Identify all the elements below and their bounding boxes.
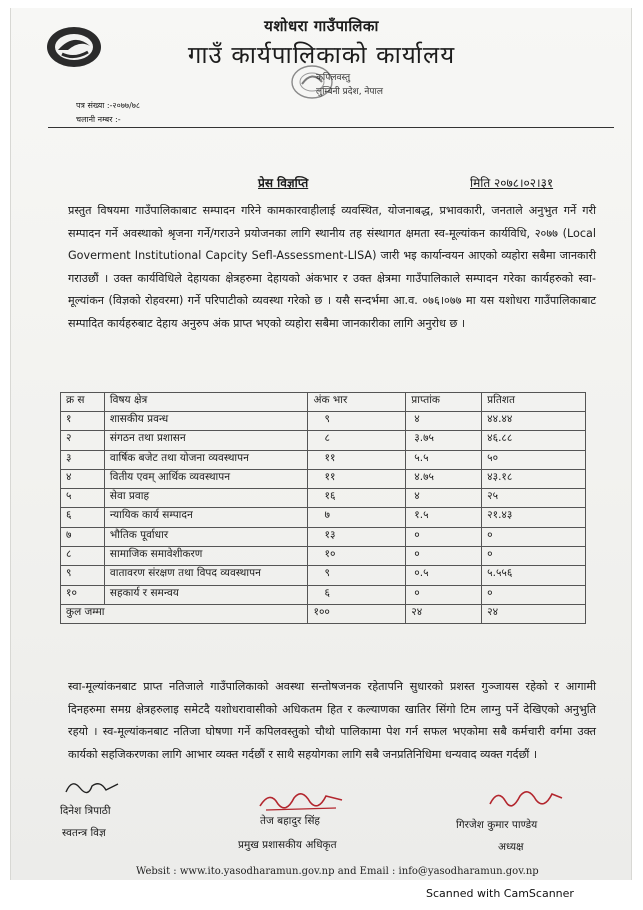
total-percentage: २४: [482, 604, 586, 623]
signature-center-icon: [256, 786, 346, 816]
signatory-left-name: दिनेश त्रिपाठी: [60, 805, 111, 817]
signatory-left-role: स्वतन्त्र विज्ञ: [62, 827, 106, 839]
press-release-title: प्रेस विज्ञप्ति: [258, 176, 309, 190]
footer-contact: Websit : www.ito.yasodharamun.gov.np and Email : info@yasodharamun.gov.np: [136, 866, 539, 877]
row-full-marks: ११: [308, 450, 406, 469]
row-area: संगठन तथा प्रशासन: [104, 431, 308, 450]
row-percentage: ४६.८८: [482, 431, 586, 450]
row-full-marks: ६: [308, 585, 406, 604]
table-row: [61, 469, 586, 488]
row-obtained: ०: [406, 547, 482, 566]
row-area: सेवा प्रवाह: [104, 489, 308, 508]
table-row: [61, 450, 586, 469]
table-row: [61, 566, 586, 585]
total-label: कुल जम्मा: [61, 604, 308, 623]
row-obtained: ०.५: [406, 566, 482, 585]
row-obtained: ०: [406, 585, 482, 604]
row-percentage: ०: [482, 547, 586, 566]
row-percentage: ५.५५६: [482, 566, 586, 585]
header-serial: क्र स: [61, 393, 105, 412]
table-row: [61, 489, 586, 508]
intro-paragraph: प्रस्तुत विषयमा गाउँपालिकाबाट सम्पादन गरिने कामकारवाहीलाई व्यवस्थित, योजनाबद्ध, प्रभावकारी, जनताले अनुभुत गर्ने गरी सम्पादन गर्ने अवस्थाको श्रृजना गर्ने/गराउने प्रयोजनका लागि स्थानीय तह संस्थागत क्षमता स्व-मूल्यांकन कार्यविधि, २०७७ (Local Goverment Institutional Capcity Sefl-Assessment-LISA) जारी भइ कार्यान्वयन आएको व्यहोरा सबैमा जानकारी गराउछौं । उक्त कार्यविधिले देहायका क्षेत्रहरुमा देहायको अंकभार र उक्त क्षेत्रमा गाउँपालिकाले सम्पादन गरेका कार्यहरुको स्वा-मूल्यांकन (विज्ञको रोहवरमा) गर्ने परिपाटीको व्यवस्था गरेको छ । यसै सन्दर्भमा आ.व. ०७६।०७७ मा यस यशोधरा गाउँपालिकाबाट सम्पादित कार्यहरुबाट देहाय अनुरुप अंक प्राप्त भएको व्यहोरा सबैमा जानकारीका लागि अनुरोध छ ।: [68, 204, 596, 330]
table-header-row: [61, 393, 586, 412]
table-row: [61, 412, 586, 431]
row-full-marks: ११: [308, 469, 406, 488]
header-full-marks: अंक भार: [308, 393, 406, 412]
row-serial: ७: [61, 527, 105, 546]
signature-left-icon: [62, 776, 122, 798]
row-percentage: ४३.१८: [482, 469, 586, 488]
row-serial: ६: [61, 508, 105, 527]
office-seal-icon: [282, 60, 346, 106]
row-percentage: २५: [482, 489, 586, 508]
row-full-marks: १३: [308, 527, 406, 546]
row-percentage: ५०: [482, 450, 586, 469]
row-area: भौतिक पूर्वाधार: [104, 527, 308, 546]
row-serial: ५: [61, 489, 105, 508]
closing-paragraph: स्वा-मूल्यांकनबाट प्राप्त नतिजाले गाउँपालिकाको अवस्था सन्तोषजनक रहेतापनि सुधारको प्रशस्त गुञ्जायस रहेको र आगामी दिनहरुमा समग्र क्षेत्रहरुलाइ समेटदै यशोधरावासीको अधिकतम हित र कल्याणका खातिर सिंगो टिम लाग्नु पर्ने देखिएको अनुभुति रहयो । स्व-मूल्यांकनबाट नतिजा घोषणा गर्ने कपिलवस्तुको चौथो पालिकामा पेश गर्न सफल भएकोमा सबै कर्मचारी वर्गमा उक्त कार्यको सहजिकरणका लागि आभार व्यक्त गर्दछौं र साथै सहयोगका लागि सबै जनप्रतिनिधिमा धन्यवाद व्यक्त गर्दछौं ।: [68, 680, 596, 761]
row-full-marks: ९: [308, 566, 406, 585]
row-serial: ९: [61, 566, 105, 585]
signatory-center-name: तेज बहादुर सिंह: [260, 815, 321, 827]
total-obtained: २४: [406, 604, 482, 623]
address-district: कपिलवस्तु: [316, 73, 351, 83]
row-percentage: २१.४३: [482, 508, 586, 527]
row-serial: १: [61, 412, 105, 431]
row-percentage: ०: [482, 527, 586, 546]
row-obtained: ४: [406, 489, 482, 508]
row-full-marks: ८: [308, 431, 406, 450]
row-area: वातावरण संरक्षण तथा विपद व्यवस्थापन: [104, 566, 308, 585]
table-row: [61, 527, 586, 546]
row-area: न्यायिक कार्य सम्पादन: [104, 508, 308, 527]
table-row: [61, 585, 586, 604]
table-row: [61, 431, 586, 450]
row-area: वितीय एवम् आर्थिक व्यवस्थापन: [104, 469, 308, 488]
header-percentage: प्रतिशत: [482, 393, 586, 412]
row-full-marks: ९: [308, 412, 406, 431]
row-percentage: ४४.४४: [482, 412, 586, 431]
signatory-right-role: अध्यक्ष: [498, 841, 524, 853]
row-obtained: ३.७५: [406, 431, 482, 450]
row-obtained: ४: [406, 412, 482, 431]
scanner-watermark: Scanned with CamScanner: [426, 887, 574, 900]
address-province: लुम्बिनी प्रदेश, नेपाल: [316, 87, 383, 97]
header-area: विषय क्षेत्र: [104, 393, 308, 412]
row-area: वार्षिक बजेट तथा योजना व्यवस्थापन: [104, 450, 308, 469]
row-obtained: १.५: [406, 508, 482, 527]
row-obtained: ४.७५: [406, 469, 482, 488]
org-name: यशोधरा गाउँपालिका: [264, 17, 379, 35]
reference-number: पत्र संख्या :-२०७७/७८: [76, 101, 141, 110]
dispatch-number: चलानी नम्बर :-: [76, 115, 121, 124]
row-obtained: ५.५: [406, 450, 482, 469]
row-obtained: ०: [406, 527, 482, 546]
signatory-center-role: प्रमुख प्रशासकीय अधिकृत: [238, 839, 337, 851]
header-obtained: प्राप्तांक: [406, 393, 482, 412]
table-total-row: [61, 604, 586, 623]
row-area: सहकार्य र समन्वय: [104, 585, 308, 604]
row-serial: ८: [61, 547, 105, 566]
row-serial: ४: [61, 469, 105, 488]
table-row: [61, 508, 586, 527]
signatory-right-name: गिरजेश कुमार पाण्डेय: [456, 819, 538, 831]
notice-date: मिति २०७८।०२।३१: [470, 176, 554, 190]
header-divider: [48, 127, 614, 128]
row-area: शासकीय प्रवन्ध: [104, 412, 308, 431]
row-full-marks: १६: [308, 489, 406, 508]
row-full-marks: १०: [308, 547, 406, 566]
signature-right-icon: [486, 786, 566, 814]
table-row: [61, 547, 586, 566]
row-serial: १०: [61, 585, 105, 604]
row-area: सामाजिक समावेशीकरण: [104, 547, 308, 566]
total-full-marks: १००: [308, 604, 406, 623]
row-serial: २: [61, 431, 105, 450]
assessment-table: [60, 392, 586, 624]
row-full-marks: ७: [308, 508, 406, 527]
row-serial: ३: [61, 450, 105, 469]
row-percentage: ०: [482, 585, 586, 604]
office-title: गाउँ कार्यपालिकाको कार्यालय: [187, 41, 456, 69]
